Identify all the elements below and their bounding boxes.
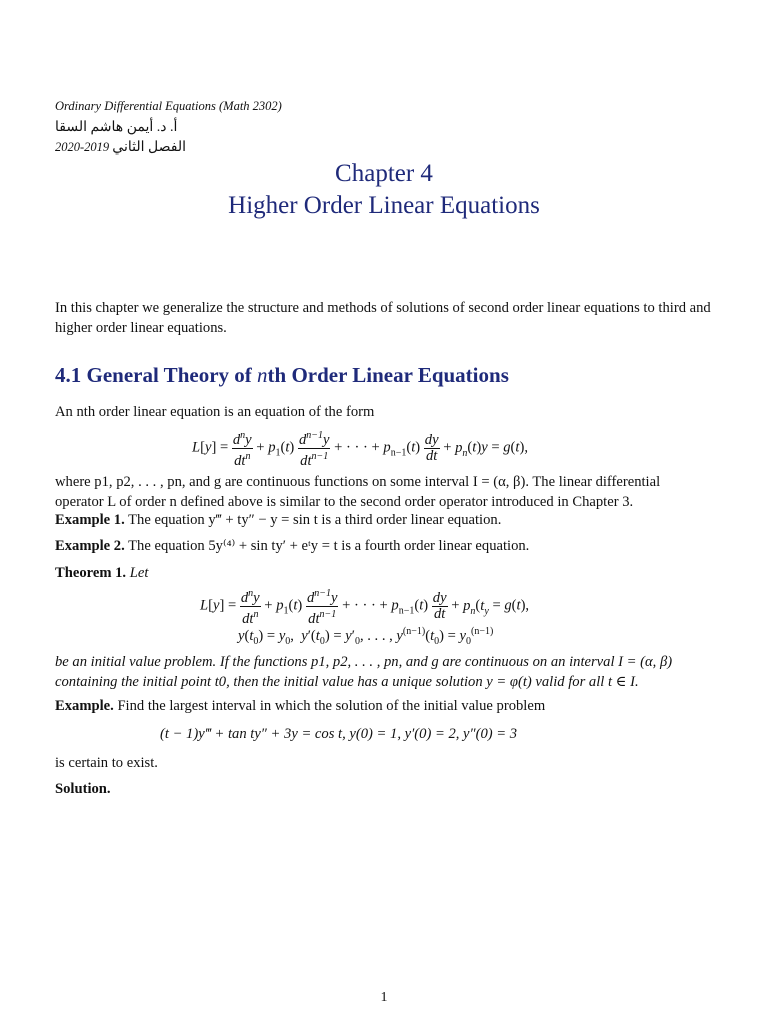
- example-1-text: The equation y‴ + ty″ − y = sin t is a third order linear equation.: [128, 512, 502, 528]
- certain-line: is certain to exist.: [55, 755, 158, 771]
- where-paragraph: [55, 472, 717, 512]
- intro-paragraph: In this chapter we generalize the structure and methods of solutions of second order linear equations to third and higher order linear equations.: [55, 300, 711, 336]
- semester-line: [55, 139, 186, 156]
- academic-year: 2020-2019: [55, 140, 110, 154]
- section-number: 4.1: [55, 363, 82, 387]
- chapter-number: Chapter 4: [335, 160, 433, 187]
- example-2-text: The equation 5y⁽⁴⁾ + sin ty′ + eᵗy = t is a fourth order linear equation.: [128, 538, 530, 554]
- where-line-2: operator L of order n defined above is similar to the second order operator introduced in Chapter 3.: [55, 494, 634, 510]
- theorem-statement: [55, 652, 717, 692]
- example-2-label: Example 2.: [55, 538, 125, 554]
- page-number: 1: [380, 990, 388, 1005]
- initial-conditions: $y(t_0) = y_0$, $y'(t_0) = y'_0$, . . . , $y^{(n-1)}(t_0) = y_0^{(n-1)}$: [238, 626, 494, 647]
- section-title-post: th Order Linear Equations: [267, 363, 509, 387]
- example-3: [55, 696, 717, 716]
- definition-line: An nth order linear equation is an equation of the form: [55, 404, 375, 420]
- chapter-title: Higher Order Linear Equations: [228, 192, 540, 219]
- semester-arabic: الفصل الثاني: [112, 140, 186, 155]
- theorem-1-label: Theorem 1.: [55, 565, 127, 581]
- example-3-label: Example.: [55, 698, 114, 714]
- example-1: [55, 510, 717, 530]
- theorem-1: [55, 563, 717, 583]
- ivp-equation: (t − 1)y‴ + tan ty″ + 3y = cos t, y(0) = 1, y′(0) = 2, y″(0) = 3: [160, 726, 518, 742]
- theorem-line-2: containing the initial point t0, then the initial value has a unique solution y = φ(t) valid for all t ∈ I.: [55, 674, 639, 690]
- solution-label: Solution.: [55, 781, 111, 797]
- theorem-let: Let: [129, 565, 149, 581]
- solution-heading: [55, 779, 717, 799]
- section-title-var: n: [257, 363, 268, 387]
- theorem-equation: L[y] = $\frac{d^ny}{dt^n}$ + $p_1(t)$ $\frac{d^{n-1}y}{dt^{n-1}}$ + · · · + $p_{n-1}(t)$ $\frac{dy}{dt}$ + $p_n(t_y = g(t)$,: [200, 588, 530, 627]
- where-line-1: where p1, p2, . . . , pn, and g are continuous functions on some interval I = (α, β). The linear differential: [55, 474, 661, 490]
- example-3-text: Find the largest interval in which the solution of the initial value problem: [117, 698, 546, 714]
- author-name-arabic: أ. د. أيمن هاشم السقا: [55, 120, 178, 135]
- section-heading: [55, 363, 509, 388]
- linear-operator-equation: L[y] = $\frac{d^ny}{dt^n}$ + $p_1(t)$ $\frac{d^{n-1}y}{dt^{n-1}}$ + · · · + $p_{n-1}(t)$ $\frac{dy}{dt}$ + $p_n(t)y = g(t)$,: [192, 430, 528, 469]
- section-title-pre: General Theory of: [86, 363, 258, 387]
- example-2: [55, 536, 717, 556]
- example-1-label: Example 1.: [55, 512, 125, 528]
- course-title: Ordinary Differential Equations (Math 2302): [55, 99, 282, 113]
- theorem-line-1: be an initial value problem. If the functions p1, p2, . . . , pn, and g are continuous on an interval I = (α, β): [55, 654, 673, 670]
